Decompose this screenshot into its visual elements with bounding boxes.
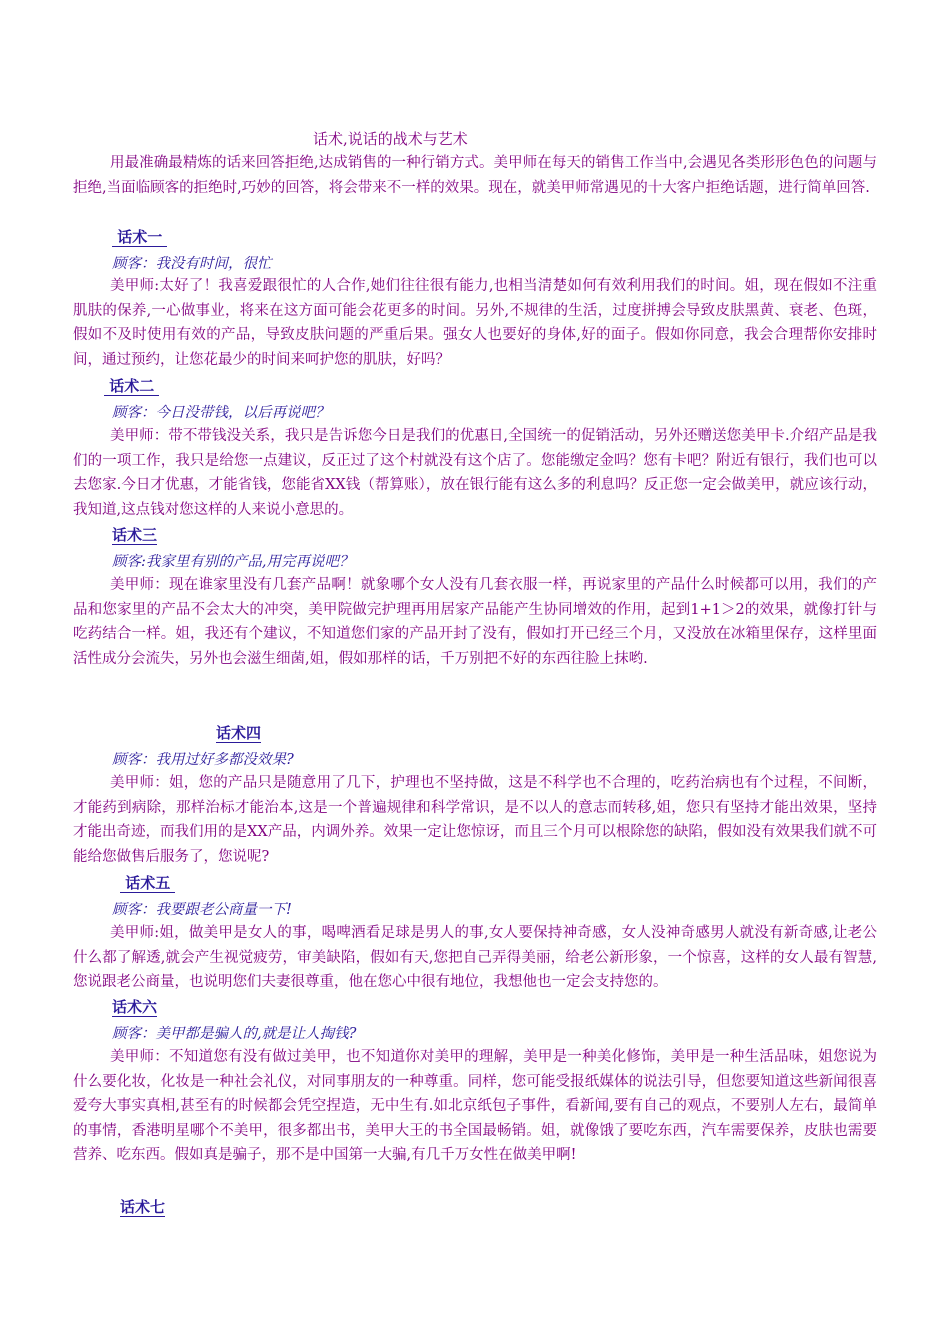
section-heading-7: 话术七: [120, 1198, 166, 1216]
document-title: 话术,说话的战术与艺术: [313, 130, 468, 148]
section-heading-1: 话术一: [112, 228, 167, 247]
customer-question-1: 顾客：我没有时间，很忙: [112, 256, 272, 272]
answer-paragraph-6: 美甲师：不知道您有没有做过美甲，也不知道你对美甲的理解，美甲是一种美化修饰，美甲是一种生活品味，姐您说为什么要化妆，化妆是一种社会礼仪，对同事朋友的一种尊重。同样，您可能受报纸媒体的说法引导，但您要知道这些新闻很喜爱夸大事实真相,甚至有的时候都会凭空捏造，无中生有.如北京纸包子事件，看新闻,要有自己的观点，不要别人左右，最简单的事情，香港明星哪个不美甲，很多都出书，美甲大王的书全国最畅销。姐，就像饿了要吃东西，汽车需要保养，皮肤也需要营养、吃东西。假如真是骗子，那不是中国第一大骗,有几千万女性在做美甲啊!: [73, 1049, 877, 1164]
customer-question-4: 顾客：我用过好多都没效果?: [112, 752, 294, 768]
customer-question-5: 顾客：我要跟老公商量一下!: [112, 902, 292, 918]
answer-paragraph-1: 美甲师:太好了！我喜爱跟很忙的人合作,她们往往很有能力,也相当清楚如何有效利用我们的时间。姐，现在假如不注重肌肤的保养,一心做事业，将来在这方面可能会花更多的时间。另外,不规律的生活，过度拼搏会导致皮肤黑黄、衰老、色斑，假如不及时使用有效的产品，导致皮肤问题的严重后果。强女人也要好的身体,好的面子。假如你同意，我会合理帮你安排时间，通过预约，让您花最少的时间来呵护您的肌肤，好吗？: [73, 278, 877, 368]
answer-paragraph-3: 美甲师：现在谁家里没有几套产品啊！就象哪个女人没有几套衣服一样，再说家里的产品什么时候都可以用，我们的产品和您家里的产品不会太大的冲突，美甲院做完护理再用居家产品能产生协同增效的作用，起到1+1＞2的效果，就像打针与吃药结合一样。姐，我还有个建议，不知道您们家的产品开封了没有，假如打开已经三个月，又没放在冰箱里保存，这样里面活性成分会流失，另外也会滋生细菌,姐，假如那样的话，千万别把不好的东西往脸上抹哟.: [73, 577, 877, 667]
section-heading-5: 话术五: [120, 874, 175, 893]
section-heading-6: 话术六: [112, 998, 158, 1016]
answer-paragraph-2: 美甲师：带不带钱没关系，我只是告诉您今日是我们的优惠日,全国统一的促销活动，另外还赠送您美甲卡.介绍产品是我们的一项工作，我只是给您一点建议，反正过了这个村就没有这个店了。您能缴定金吗？您有卡吧？附近有银行，我们也可以去您家.今日才优惠，才能省钱，您能省XX钱（帮算账），放在银行能有这么多的利息吗？反正您一定会做美甲，就应该行动，我知道,这点钱对您这样的人来说小意思的。: [73, 428, 877, 518]
answer-paragraph-5: 美甲师:姐，做美甲是女人的事，喝啤酒看足球是男人的事,女人要保持神奇感，女人没神奇感男人就没有新奇感,让老公什么都了解透,就会产生视觉疲劳，审美缺陷，假如有天,您把自己弄得美丽，给老公新形象，一个惊喜，这样的女人最有智慧,您说跟老公商量，也说明您们夫妻很尊重，他在您心中很有地位，我想他也一定会支持您的。: [73, 925, 877, 991]
customer-question-6: 顾客：美甲都是骗人的,就是让人掏钱?: [112, 1026, 357, 1042]
customer-question-3: 顾客:我家里有别的产品,用完再说吧？: [112, 554, 354, 570]
section-heading-2: 话术二: [104, 377, 159, 396]
answer-paragraph-4: 美甲师：姐，您的产品只是随意用了几下，护理也不坚持做，这是不科学也不合理的，吃药治病也有个过程，不间断，才能药到病除，那样治标才能治本,这是一个普遍规律和科学常识，是不以人的意志而转移,姐，您只有坚持才能出效果，坚持才能出奇迹，而我们用的是XX产品，内调外养。效果一定让您惊讶，而且三个月可以根除您的缺陷，假如没有效果我们就不可能给您做售后服务了，您说呢?: [73, 775, 877, 865]
customer-question-2: 顾客：今日没带钱，以后再说吧？: [112, 405, 330, 421]
section-heading-4: 话术四: [216, 724, 262, 742]
intro-paragraph: 用最准确最精炼的话来回答拒绝,达成销售的一种行销方式。美甲师在每天的销售工作当中,会遇见各类形形色色的问题与拒绝,当面临顾客的拒绝时,巧妙的回答，将会带来不一样的效果。现在，就美甲师常遇见的十大客户拒绝话题，进行简单回答.: [73, 155, 877, 196]
section-heading-3: 话术三: [112, 526, 158, 544]
